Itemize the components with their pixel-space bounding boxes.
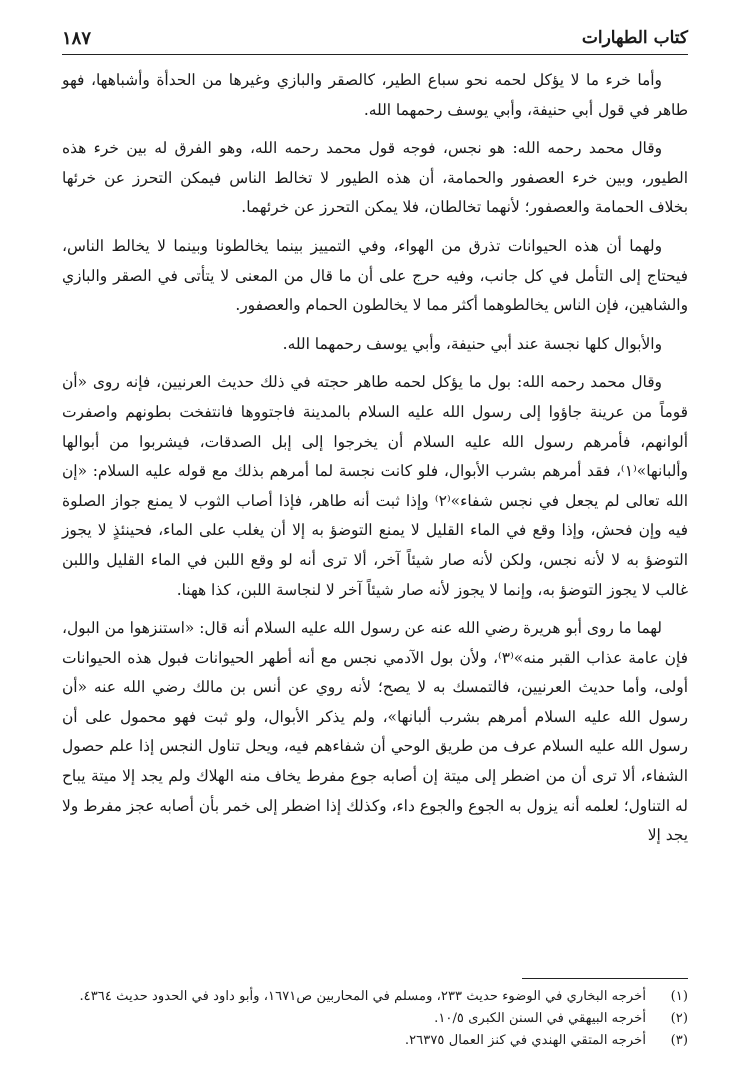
page-number: ١٨٧: [62, 28, 92, 49]
document-page: [62, 26, 688, 1066]
paragraph: وقال محمد رحمه الله: بول ما يؤكل لحمه طاهر حجته في ذلك حديث العرنيين، فإنه روى «أن قوماً من عرينة جاؤوا إلى رسول الله عليه السلام بالمدينة فاجتووها فانتفخت بطونهم واصفرت ألوانهم، فأمرهم رسول الله عليه السلام أن يخرجوا إلى إبل الصدقات، فيشربوا من أبوالها وألبانها»⁽١⁾، فقد أمرهم بشرب الأبوال، فلو كانت نجسة لما أمرهم بذلك مع قوله عليه السلام: «إن الله تعالى لم يجعل في نجس شفاء»⁽٢⁾ وإذا ثبت أنه طاهر، فإذا أصاب الثوب لا يمنع جواز الصلوة فيه وإن فحش، وإذا وقع في الماء القليل لا يمنع التوضؤ به إلا أن يغلب على الماء، فحينئذٍ لا يجوز التوضؤ به لا لأنه نجس، ولكن لأنه صار شيئاً آخر، ألا ترى أنه لو وقع اللبن في الماء القليل واللبن غالب لا يجوز التوضؤ به، وإنما لا يجوز لأنه صار شيئاً آخر لا لنجاسة اللبن، كذا ههنا.: [62, 373, 689, 599]
footnote-number: (٣): [670, 1033, 688, 1048]
footnote-item: [62, 986, 688, 1008]
paragraph: لهما ما روى أبو هريرة رضي الله عنه عن رسول الله عليه السلام أنه قال: «استنزهوا من البول، فإن عامة عذاب القبر منه»⁽٣⁾، ولأن بول الآدمي نجس مع أنه أطهر الحيوانات فبول هذه الحيوانات أولى، وأما حديث العرنيين، فالتمسك به لا يصح؛ لأنه روي عن أنس بن مالك رضي الله عنه «أن رسول الله عليه السلام أمرهم بشرب ألبانها»، ولم يذكر الأبوال، ولو ثبت فهو محمول على أن رسول الله عليه السلام عرف من طريق الوحي أن شفاءهم فيه، ويحل تناول النجس إذا علم حصول الشفاء، ألا ترى أن من اضطر إلى ميتة إن أصابه جوع مفرط يخاف منه الهلاك ولم يجد إلا ميتة يباح له التناول؛ لعلمه أنه يزول به الجوع والجوع داء، وكذلك إذا اضطر إلى خمر بأن أصابه عجز مفرط ولا يجد إلا: [62, 619, 688, 845]
paragraph: وأما خرء ما لا يؤكل لحمه نحو سباع الطير، كالصقر والبازي وغيرها من الحدأة وأشباهها، فهو طاهر في قول أبي حنيفة، وأبي يوسف رحمهما الله.: [62, 71, 688, 119]
footnote-number: (٢): [670, 1011, 688, 1026]
footnote-text: أخرجه البخاري في الوضوء حديث ٢٣٣، ومسلم في المحاربين ص١٦٧١، وأبو داود في الحدود حديث ٤٣٦٤.: [79, 989, 646, 1004]
footnote-item: [62, 1008, 688, 1030]
book-title: كتاب الطهارات: [581, 28, 688, 48]
page-header: [62, 26, 688, 55]
paragraph: ولهما أن هذه الحيوانات تذرق من الهواء، وفي التمييز بينما يخالطونا وبينما لا يخالط الناس، فيحتاج إلى التأمل في كل جانب، وفيه حرج على أن ما قال من المعنى لا يتأتى في الصقر والبازي والشاهين، فإن الناس يخالطوهما أكثر مما لا يخالطون الحمام والعصفور.: [62, 236, 688, 315]
footnote-text: أخرجه البيهقي في السنن الكبرى ١٠/٥.: [434, 1011, 646, 1026]
footnote-number: (١): [670, 989, 688, 1004]
footnote-text: أخرجه المتقي الهندي في كنز العمال ٢٦٣٧٥.: [404, 1033, 646, 1048]
footnote-item: [62, 1030, 688, 1052]
footnotes: [62, 986, 688, 1052]
footnote-divider: [522, 978, 688, 979]
paragraph: وقال محمد رحمه الله: هو نجس، فوجه قول محمد رحمه الله، وهو الفرق له بين خرء هذه الطيور، وبين خرء العصفور والحمامة، أن هذه الطيور لا تخالط الناس فيمكن التحرز عن خرئها بخلاف الحمامة والعصفور؛ لأنهما تخالطان، فلا يمكن التحرز عن خرئهما.: [62, 139, 688, 217]
paragraph: والأبوال كلها نجسة عند أبي حنيفة، وأبي يوسف رحمهما الله.: [282, 334, 662, 353]
main-text: [62, 66, 688, 860]
